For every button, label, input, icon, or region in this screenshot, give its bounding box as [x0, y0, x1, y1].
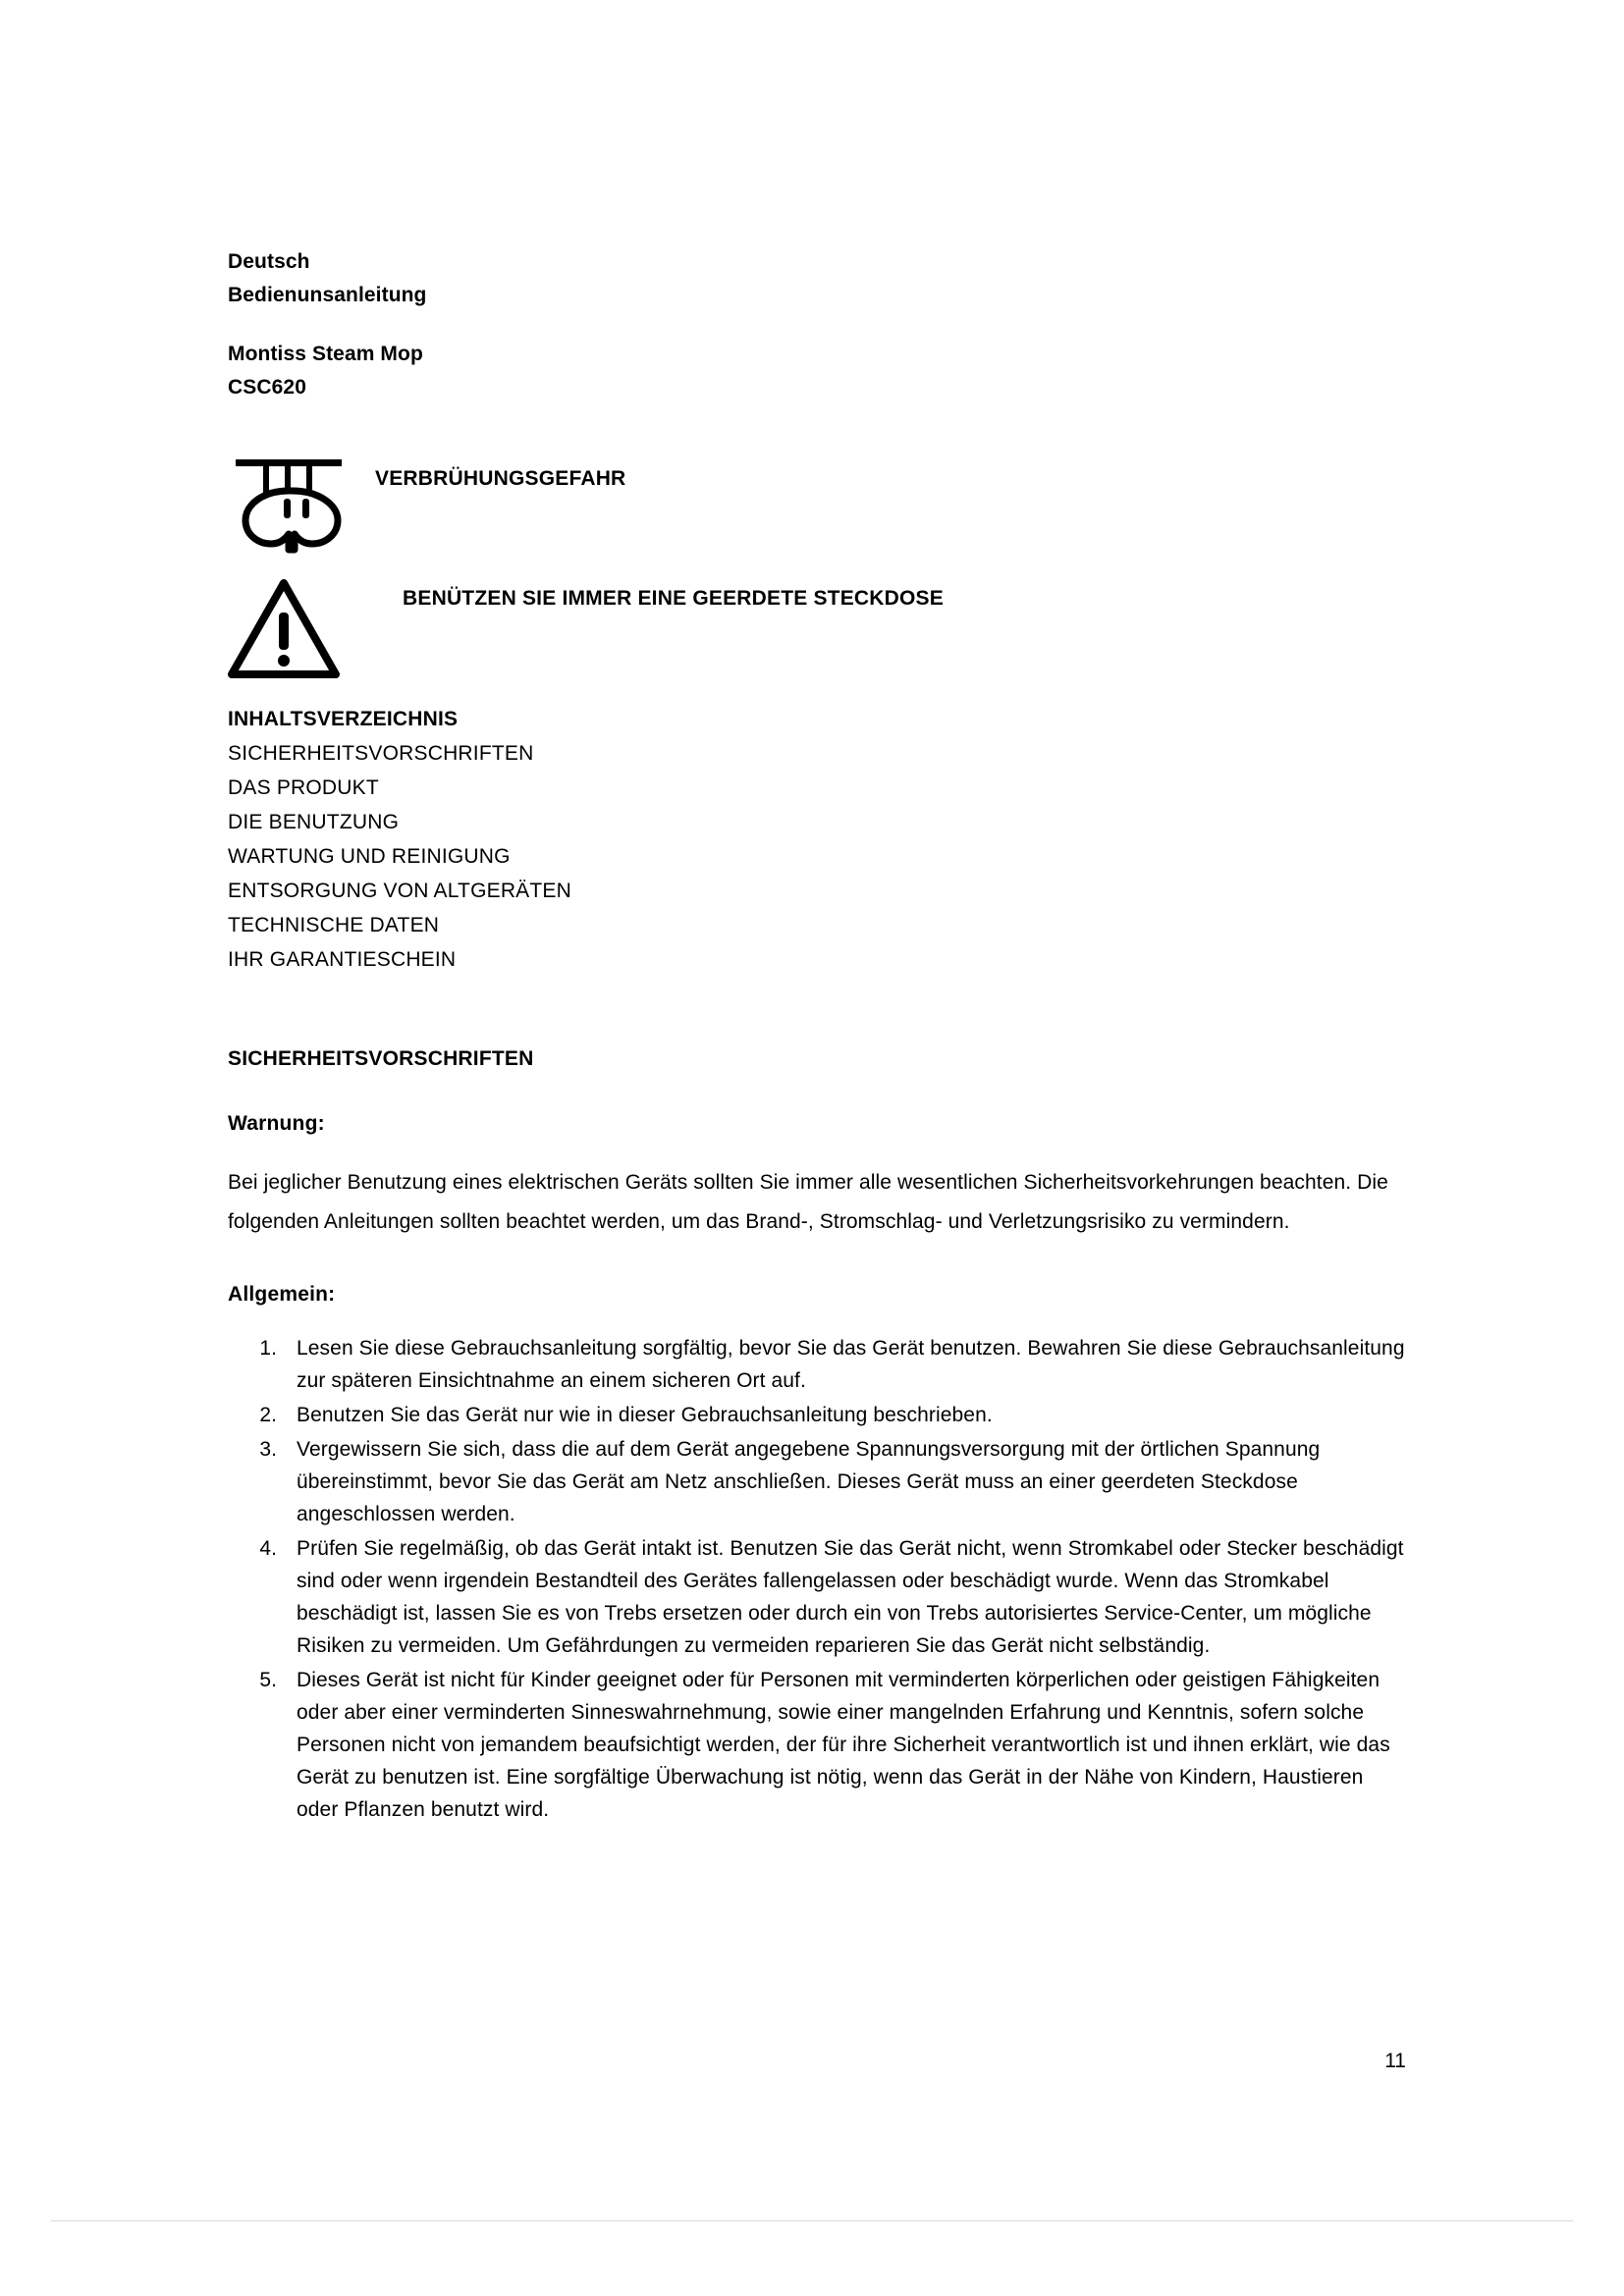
toc-item: TECHNISCHE DATEN [228, 914, 440, 936]
toc-item: WARTUNG UND REINIGUNG [228, 845, 511, 868]
table-of-contents [228, 702, 1406, 977]
language-heading: Deutsch [228, 250, 310, 273]
warning-triangle-icon [228, 569, 375, 680]
product-model: CSC620 [228, 376, 306, 399]
list-item: 4. Prüfen Sie regelmäßig, ob das Gerät intakt ist. Benutzen Sie das Gerät nicht, wenn Stromkabel oder Stecker beschädigt sind oder wenn irgendein Bestandteil des Gerätes fallengelassen oder beschädigt wurde. Wenn das Stromkabel beschädigt ist, lassen Sie es von Trebs ersetzen oder durch ein von Trebs autorisiertes Service-Center, um mögliche Risiken zu vermeiden. Um Gefährdungen zu vermeiden reparieren Sie das Gerät nicht selbständig. [283, 1532, 1406, 1662]
manual-heading: Bedienunsanleitung [228, 284, 427, 306]
list-item: 5. Dieses Gerät ist nicht für Kinder geeignet oder für Personen mit verminderten körperlichen oder geistigen Fähigkeiten oder aber einer verminderten Sinneswahrnehmung, sowie einer mangelnden Erfahrung und Kenntnis, sofern solche Personen nicht von jemandem beaufsichtigt werden, der für ihre Sicherheit verantwortlich ist und ihnen erklärt, wie das Gerät zu benutzen ist. Eine sorgfältige Überwachung ist nötig, wenn das Gerät in der Nähe von Kindern, Haustieren oder Pflanzen benutzt wird. [283, 1664, 1406, 1826]
page-content [228, 245, 1406, 1828]
page-number: 11 [1384, 2050, 1406, 2072]
toc-item: IHR GARANTIESCHEIN [228, 948, 457, 971]
toc-item: ENTSORGUNG VON ALTGERÄTEN [228, 880, 571, 902]
toc-item: SICHERHEITSVORSCHRIFTEN [228, 742, 534, 765]
product-block [228, 338, 1406, 404]
list-item: 2. Benutzen Sie das Gerät nur wie in dieser Gebrauchsanleitung beschrieben. [283, 1399, 1406, 1431]
toc-item: DAS PRODUKT [228, 776, 379, 799]
product-name: Montiss Steam Mop [228, 343, 423, 365]
subheading-general: Allgemein: [228, 1283, 336, 1306]
toc-title: INHALTSVERZEICHNIS [228, 708, 459, 730]
footer-divider [51, 2220, 1573, 2221]
steam-burn-icon [228, 446, 375, 561]
warning-scalding-text: VERBRÜHUNGSGEFAHR [375, 467, 626, 490]
warning-grounded-socket-text: BENÜTZEN SIE IMMER EINE GEERDETE STECKDOSE [403, 587, 944, 610]
list-item: 3. Vergewissern Sie sich, dass die auf dem Gerät angegebene Spannungsversorgung mit der örtlichen Spannung übereinstimmt, bevor Sie das Gerät am Netz anschließen. Dieses Gerät muss an einer geerdeten Steckdose angeschlossen werden. [283, 1433, 1406, 1530]
safety-instruction-list [228, 1332, 1406, 1826]
warning-grounded-socket [228, 569, 1406, 680]
warning-paragraph: Bei jeglicher Benutzung eines elektrischen Geräts sollten Sie immer alle wesentlichen Sicherheitsvorkehrungen beachten. Die folgenden Anleitungen sollten beachtet werden, um das Brand-, Stromschlag- und Verletzungsrisiko zu vermindern. [228, 1171, 1388, 1233]
language-block [228, 245, 1406, 312]
warning-scalding [228, 446, 1406, 561]
section-title-safety: SICHERHEITSVORSCHRIFTEN [228, 1047, 534, 1070]
list-item: 1. Lesen Sie diese Gebrauchsanleitung sorgfältig, bevor Sie das Gerät benutzen. Bewahren Sie diese Gebrauchsanleitung zur späteren Einsichtnahme an einem sicheren Ort auf. [283, 1332, 1406, 1397]
toc-item: DIE BENUTZUNG [228, 811, 400, 833]
subheading-warning: Warnung: [228, 1112, 325, 1135]
